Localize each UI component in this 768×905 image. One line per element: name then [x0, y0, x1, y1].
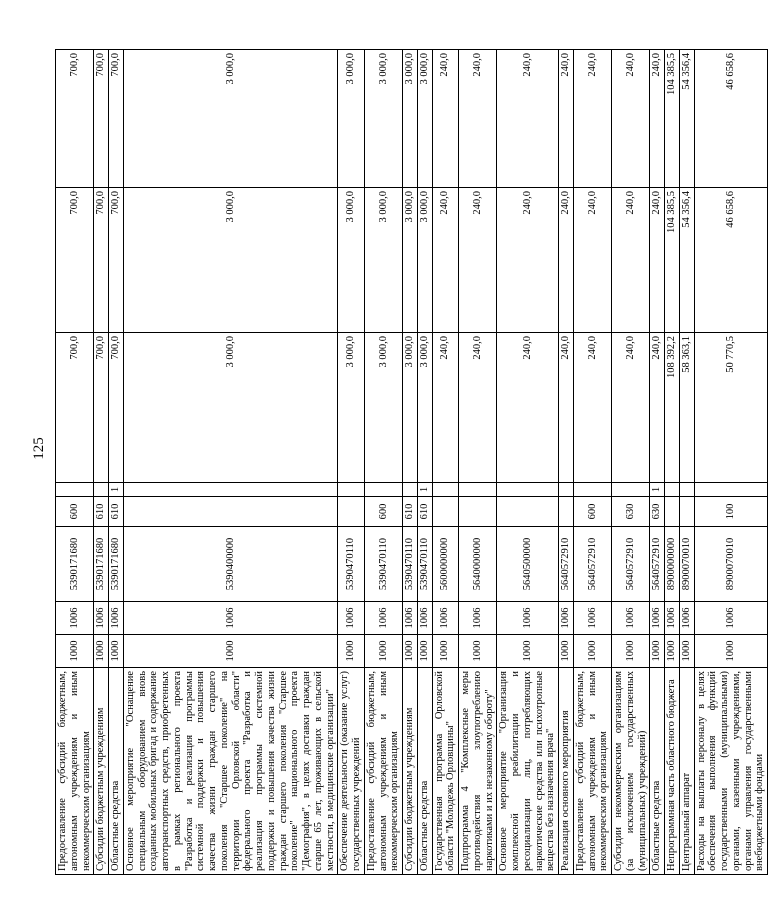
row-name-cell: Основное мероприятие "Оснащение специальным оборудованием вновь созданных мобильных бригад и содержание автотранспортных средств, приобретенных в рамках регионального проекта "Разработка и реализация программы системной поддержки и повышения качества жизни граждан старшего поколения "Старшее поколение" на территории Орловской области" федерального проекта "Разработка и реализация программы системной поддержки и повышения качества жизни граждан старшего поколения "Старшее поколение" национального проекта "Демография", в целях доставки граждан старше 65 лет, проживающих в сельской местности, в медицинские организации" [123, 668, 338, 875]
row-mark-cell [679, 483, 694, 497]
row-subsection-cell: 1006 [665, 602, 680, 635]
table-row [679, 50, 694, 875]
row-target-article-cell: 5640572910 [559, 527, 574, 602]
row-value-1-cell: 240,0 [612, 333, 650, 483]
row-name-cell: Подпрограмма 4 "Комплексные меры противодействия злоупотреблению наркотиками и их незаконному обороту" [459, 668, 497, 875]
row-name-cell: Обеспечение деятельности (оказание услуг) государственных учреждений [338, 668, 365, 875]
row-value-3-cell: 3 000,0 [364, 50, 402, 188]
row-expense-type-cell: 630 [612, 497, 650, 527]
row-value-3-cell: 240,0 [650, 50, 665, 188]
row-expense-type-cell [459, 497, 497, 527]
row-name-cell: Областные средства [109, 668, 124, 875]
row-mark-cell [432, 483, 459, 497]
row-value-2-cell: 240,0 [432, 188, 459, 333]
row-target-article-cell: 5390171680 [94, 527, 109, 602]
row-subsection-cell: 1006 [123, 602, 338, 635]
row-mark-cell [338, 483, 365, 497]
row-subsection-cell: 1006 [338, 602, 365, 635]
row-value-3-cell: 3 000,0 [338, 50, 365, 188]
row-value-2-cell: 240,0 [612, 188, 650, 333]
row-value-1-cell: 108 392,2 [665, 333, 680, 483]
row-name-cell: Реализация основного мероприятия [559, 668, 574, 875]
row-target-article-cell: 5600000000 [432, 527, 459, 602]
row-value-3-cell: 240,0 [497, 50, 559, 188]
row-value-1-cell: 3 000,0 [364, 333, 402, 483]
row-name-cell: Предоставление субсидий бюджетным, автономным учреждениям и иным некоммерческим организациям [364, 668, 402, 875]
table-row [364, 50, 402, 875]
row-value-3-cell: 46 658,6 [694, 50, 768, 188]
row-subsection-cell: 1006 [679, 602, 694, 635]
row-value-1-cell: 58 363,1 [679, 333, 694, 483]
table-row [650, 50, 665, 875]
row-subsection-cell: 1006 [109, 602, 124, 635]
row-target-article-cell: 5390470110 [364, 527, 402, 602]
row-section-cell: 1000 [94, 635, 109, 668]
row-section-cell: 1000 [364, 635, 402, 668]
row-expense-type-cell: 600 [573, 497, 611, 527]
row-name-cell: Субсидии некоммерческим организациям (за исключением государственных (муниципальных) учреждений) [612, 668, 650, 875]
row-value-1-cell: 240,0 [459, 333, 497, 483]
row-subsection-cell: 1006 [459, 602, 497, 635]
row-name-cell: Субсидии бюджетным учреждениям [94, 668, 109, 875]
row-section-cell: 1000 [612, 635, 650, 668]
row-value-2-cell: 700,0 [94, 188, 109, 333]
row-value-1-cell: 240,0 [573, 333, 611, 483]
row-section-cell: 1000 [417, 635, 432, 668]
row-value-2-cell: 104 385,5 [665, 188, 680, 333]
row-section-cell: 1000 [123, 635, 338, 668]
table-row [432, 50, 459, 875]
table-row [417, 50, 432, 875]
row-section-cell: 1000 [338, 635, 365, 668]
row-mark-cell [56, 483, 94, 497]
row-section-cell: 1000 [559, 635, 574, 668]
row-mark-cell [497, 483, 559, 497]
table-body [56, 50, 768, 875]
row-subsection-cell: 1006 [497, 602, 559, 635]
row-subsection-cell: 1006 [417, 602, 432, 635]
table-row [612, 50, 650, 875]
row-mark-cell [94, 483, 109, 497]
row-name-cell: Субсидии бюджетным учреждениям [403, 668, 418, 875]
row-value-2-cell: 240,0 [573, 188, 611, 333]
row-target-article-cell: 5640500000 [497, 527, 559, 602]
row-value-2-cell: 3 000,0 [417, 188, 432, 333]
row-mark-cell [403, 483, 418, 497]
row-name-cell: Непрограммная часть областного бюджета [665, 668, 680, 875]
row-expense-type-cell: 610 [94, 497, 109, 527]
row-expense-type-cell [497, 497, 559, 527]
row-name-cell: Областные средства [417, 668, 432, 875]
row-subsection-cell: 1006 [559, 602, 574, 635]
row-name-cell: Государственная программа Орловской области "Молодежь Орловщины" [432, 668, 459, 875]
row-value-1-cell: 3 000,0 [403, 333, 418, 483]
row-value-3-cell: 700,0 [56, 50, 94, 188]
row-target-article-cell: 8900070010 [694, 527, 768, 602]
row-value-2-cell: 3 000,0 [338, 188, 365, 333]
table-row [338, 50, 365, 875]
row-section-cell: 1000 [497, 635, 559, 668]
row-value-2-cell: 240,0 [459, 188, 497, 333]
row-value-1-cell: 700,0 [94, 333, 109, 483]
row-value-1-cell: 240,0 [497, 333, 559, 483]
row-section-cell: 1000 [679, 635, 694, 668]
row-mark-cell [459, 483, 497, 497]
table-row [573, 50, 611, 875]
row-name-cell: Центральный аппарат [679, 668, 694, 875]
row-name-cell: Предоставление субсидий бюджетным, автономным учреждениям и иным некоммерческим организациям [573, 668, 611, 875]
table-row [403, 50, 418, 875]
row-subsection-cell: 1006 [612, 602, 650, 635]
row-subsection-cell: 1006 [56, 602, 94, 635]
row-subsection-cell: 1006 [403, 602, 418, 635]
table-row [559, 50, 574, 875]
row-value-2-cell: 54 356,4 [679, 188, 694, 333]
row-value-3-cell: 240,0 [432, 50, 459, 188]
row-name-cell: Областные средства [650, 668, 665, 875]
row-target-article-cell: 5390470110 [403, 527, 418, 602]
row-subsection-cell: 1006 [432, 602, 459, 635]
table-row [109, 50, 124, 875]
row-value-2-cell: 240,0 [650, 188, 665, 333]
row-mark-cell: 1 [417, 483, 432, 497]
row-section-cell: 1000 [403, 635, 418, 668]
row-value-2-cell: 3 000,0 [364, 188, 402, 333]
row-expense-type-cell [559, 497, 574, 527]
row-value-1-cell: 50 770,5 [694, 333, 768, 483]
row-section-cell: 1000 [432, 635, 459, 668]
row-target-article-cell: 8900070010 [679, 527, 694, 602]
budget-table [55, 49, 768, 875]
row-target-article-cell: 5390400000 [123, 527, 338, 602]
row-mark-cell [612, 483, 650, 497]
row-value-3-cell: 3 000,0 [403, 50, 418, 188]
row-subsection-cell: 1006 [573, 602, 611, 635]
page-number: 125 [30, 437, 47, 460]
row-subsection-cell: 1006 [650, 602, 665, 635]
row-expense-type-cell: 610 [109, 497, 124, 527]
row-value-3-cell: 240,0 [559, 50, 574, 188]
row-expense-type-cell: 600 [56, 497, 94, 527]
row-target-article-cell: 5640572910 [612, 527, 650, 602]
row-mark-cell [364, 483, 402, 497]
row-expense-type-cell: 610 [403, 497, 418, 527]
table-row [459, 50, 497, 875]
row-value-2-cell: 700,0 [56, 188, 94, 333]
table-row [694, 50, 768, 875]
row-mark-cell [123, 483, 338, 497]
row-target-article-cell: 5390171680 [109, 527, 124, 602]
row-expense-type-cell: 610 [417, 497, 432, 527]
row-value-2-cell: 240,0 [497, 188, 559, 333]
row-target-article-cell: 5390171680 [56, 527, 94, 602]
row-value-3-cell: 54 356,4 [679, 50, 694, 188]
row-value-3-cell: 240,0 [459, 50, 497, 188]
row-mark-cell: 1 [650, 483, 665, 497]
row-name-cell: Предоставление субсидий бюджетным, автономным учреждениям и иным некоммерческим организациям [56, 668, 94, 875]
row-mark-cell: 1 [109, 483, 124, 497]
row-value-3-cell: 3 000,0 [123, 50, 338, 188]
row-name-cell: Расходы на выплаты персоналу в целях обеспечения выполнения функций государственными (муниципальными) органами, казенными учреждениями, органами управления государственными внебюджетными фондами [694, 668, 768, 875]
row-expense-type-cell [432, 497, 459, 527]
row-name-cell: Основное мероприятие "Организация комплексной реабилитации и ресоциализации лиц, потребляющих наркотические средства или психотропные вещества без назначения врача" [497, 668, 559, 875]
row-expense-type-cell: 630 [650, 497, 665, 527]
row-section-cell: 1000 [459, 635, 497, 668]
row-subsection-cell: 1006 [364, 602, 402, 635]
row-value-3-cell: 700,0 [109, 50, 124, 188]
row-value-3-cell: 700,0 [94, 50, 109, 188]
row-value-2-cell: 240,0 [559, 188, 574, 333]
row-expense-type-cell [679, 497, 694, 527]
row-value-1-cell: 700,0 [109, 333, 124, 483]
row-target-article-cell: 5640572910 [573, 527, 611, 602]
row-value-1-cell: 240,0 [432, 333, 459, 483]
row-value-2-cell: 3 000,0 [403, 188, 418, 333]
row-value-1-cell: 3 000,0 [338, 333, 365, 483]
row-value-1-cell: 240,0 [650, 333, 665, 483]
table-row [123, 50, 338, 875]
table-row [665, 50, 680, 875]
row-expense-type-cell [338, 497, 365, 527]
row-mark-cell [694, 483, 768, 497]
row-target-article-cell: 8900000000 [665, 527, 680, 602]
row-value-2-cell: 3 000,0 [123, 188, 338, 333]
row-target-article-cell: 5640000000 [459, 527, 497, 602]
row-subsection-cell: 1006 [694, 602, 768, 635]
row-value-3-cell: 240,0 [573, 50, 611, 188]
row-expense-type-cell [123, 497, 338, 527]
row-target-article-cell: 5390470110 [338, 527, 365, 602]
row-mark-cell [559, 483, 574, 497]
row-value-1-cell: 3 000,0 [123, 333, 338, 483]
row-target-article-cell: 5640572910 [650, 527, 665, 602]
row-value-2-cell: 46 658,6 [694, 188, 768, 333]
row-expense-type-cell: 100 [694, 497, 768, 527]
row-section-cell: 1000 [694, 635, 768, 668]
row-value-1-cell: 240,0 [559, 333, 574, 483]
row-value-3-cell: 104 385,5 [665, 50, 680, 188]
row-target-article-cell: 5390470110 [417, 527, 432, 602]
row-subsection-cell: 1006 [94, 602, 109, 635]
row-value-3-cell: 3 000,0 [417, 50, 432, 188]
table-row [56, 50, 94, 875]
row-value-2-cell: 700,0 [109, 188, 124, 333]
table-row [497, 50, 559, 875]
row-section-cell: 1000 [650, 635, 665, 668]
row-value-3-cell: 240,0 [612, 50, 650, 188]
table-row [94, 50, 109, 875]
row-mark-cell [665, 483, 680, 497]
row-section-cell: 1000 [56, 635, 94, 668]
row-expense-type-cell: 600 [364, 497, 402, 527]
row-expense-type-cell [665, 497, 680, 527]
row-value-1-cell: 3 000,0 [417, 333, 432, 483]
row-section-cell: 1000 [665, 635, 680, 668]
row-section-cell: 1000 [573, 635, 611, 668]
row-mark-cell [573, 483, 611, 497]
row-value-1-cell: 700,0 [56, 333, 94, 483]
row-section-cell: 1000 [109, 635, 124, 668]
rotated-page [55, 50, 766, 875]
